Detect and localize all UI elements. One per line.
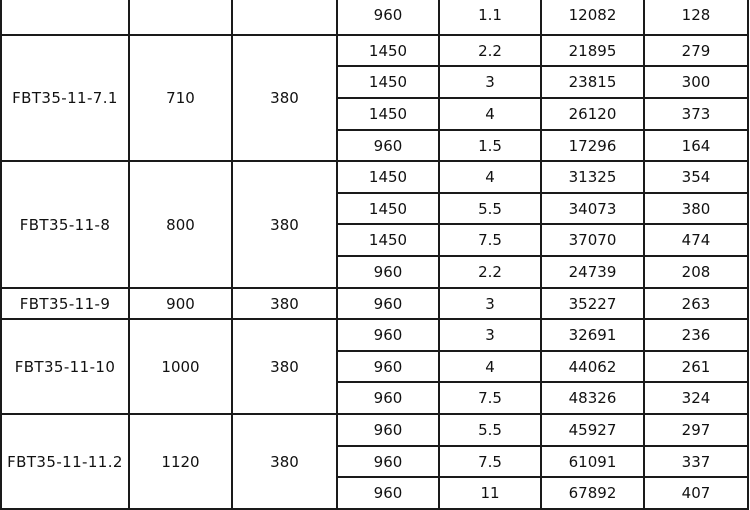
rpm-cell: 1450 [337, 224, 439, 256]
rpm-cell: 960 [337, 414, 439, 446]
rpm-cell: 960 [337, 0, 439, 35]
airflow-cell: 26120 [541, 98, 644, 130]
power-cell: 4 [439, 351, 541, 382]
voltage-cell: 380 [232, 161, 337, 288]
rpm-cell: 1450 [337, 35, 439, 66]
model-cell: FBT35-11-7.1 [1, 35, 129, 161]
rpm-cell: 1450 [337, 66, 439, 98]
table-row [1, 319, 748, 351]
airflow-cell: 21895 [541, 35, 644, 66]
power-cell: 3 [439, 288, 541, 319]
airflow-cell: 31325 [541, 161, 644, 193]
model-cell: FBT35-11-9 [1, 288, 129, 319]
rpm-cell: 960 [337, 477, 439, 509]
pressure-cell: 474 [644, 224, 748, 256]
power-cell: 1.5 [439, 130, 541, 161]
power-cell: 5.5 [439, 193, 541, 224]
pressure-cell: 261 [644, 351, 748, 382]
pressure-cell: 373 [644, 98, 748, 130]
power-cell: 7.5 [439, 382, 541, 414]
pressure-cell: 208 [644, 256, 748, 288]
impeller-cell: 1000 [129, 319, 232, 414]
rpm-cell: 960 [337, 256, 439, 288]
model-cell: FBT35-11-10 [1, 319, 129, 414]
pressure-cell: 128 [644, 0, 748, 35]
pressure-cell: 337 [644, 446, 748, 477]
pressure-cell: 164 [644, 130, 748, 161]
pressure-cell: 300 [644, 66, 748, 98]
pressure-cell: 380 [644, 193, 748, 224]
rpm-cell: 960 [337, 351, 439, 382]
impeller-cell: 1120 [129, 414, 232, 509]
table-row [1, 414, 748, 446]
power-cell: 7.5 [439, 446, 541, 477]
power-cell: 4 [439, 161, 541, 193]
rpm-cell: 960 [337, 288, 439, 319]
pressure-cell: 297 [644, 414, 748, 446]
airflow-cell: 45927 [541, 414, 644, 446]
rpm-cell: 1450 [337, 98, 439, 130]
power-cell: 5.5 [439, 414, 541, 446]
pressure-cell: 263 [644, 288, 748, 319]
rpm-cell: 960 [337, 319, 439, 351]
power-cell: 3 [439, 66, 541, 98]
pressure-cell: 324 [644, 382, 748, 414]
pressure-cell: 279 [644, 35, 748, 66]
airflow-cell: 61091 [541, 446, 644, 477]
voltage-cell: 380 [232, 319, 337, 414]
airflow-cell: 44062 [541, 351, 644, 382]
voltage-cell: 380 [232, 288, 337, 319]
model-cell: FBT35-11-8 [1, 161, 129, 288]
pressure-cell: 407 [644, 477, 748, 509]
airflow-cell: 24739 [541, 256, 644, 288]
airflow-cell: 37070 [541, 224, 644, 256]
airflow-cell: 48326 [541, 382, 644, 414]
power-cell: 7.5 [439, 224, 541, 256]
table-row [1, 35, 748, 66]
impeller-cell: 900 [129, 288, 232, 319]
impeller-cell [129, 0, 232, 35]
voltage-cell [232, 0, 337, 35]
fan-spec-table-body [1, 0, 748, 509]
airflow-cell: 12082 [541, 0, 644, 35]
power-cell: 11 [439, 477, 541, 509]
impeller-cell: 800 [129, 161, 232, 288]
rpm-cell: 960 [337, 130, 439, 161]
airflow-cell: 32691 [541, 319, 644, 351]
airflow-cell: 67892 [541, 477, 644, 509]
model-cell: FBT35-11-11.2 [1, 414, 129, 509]
pressure-cell: 354 [644, 161, 748, 193]
rpm-cell: 1450 [337, 161, 439, 193]
airflow-cell: 23815 [541, 66, 644, 98]
power-cell: 1.1 [439, 0, 541, 35]
impeller-cell: 710 [129, 35, 232, 161]
table-row [1, 161, 748, 193]
rpm-cell: 960 [337, 382, 439, 414]
voltage-cell: 380 [232, 414, 337, 509]
rpm-cell: 960 [337, 446, 439, 477]
power-cell: 2.2 [439, 35, 541, 66]
airflow-cell: 34073 [541, 193, 644, 224]
model-cell [1, 0, 129, 35]
airflow-cell: 17296 [541, 130, 644, 161]
table-row [1, 0, 748, 35]
voltage-cell: 380 [232, 35, 337, 161]
power-cell: 3 [439, 319, 541, 351]
table-row [1, 288, 748, 319]
power-cell: 2.2 [439, 256, 541, 288]
pressure-cell: 236 [644, 319, 748, 351]
rpm-cell: 1450 [337, 193, 439, 224]
airflow-cell: 35227 [541, 288, 644, 319]
power-cell: 4 [439, 98, 541, 130]
